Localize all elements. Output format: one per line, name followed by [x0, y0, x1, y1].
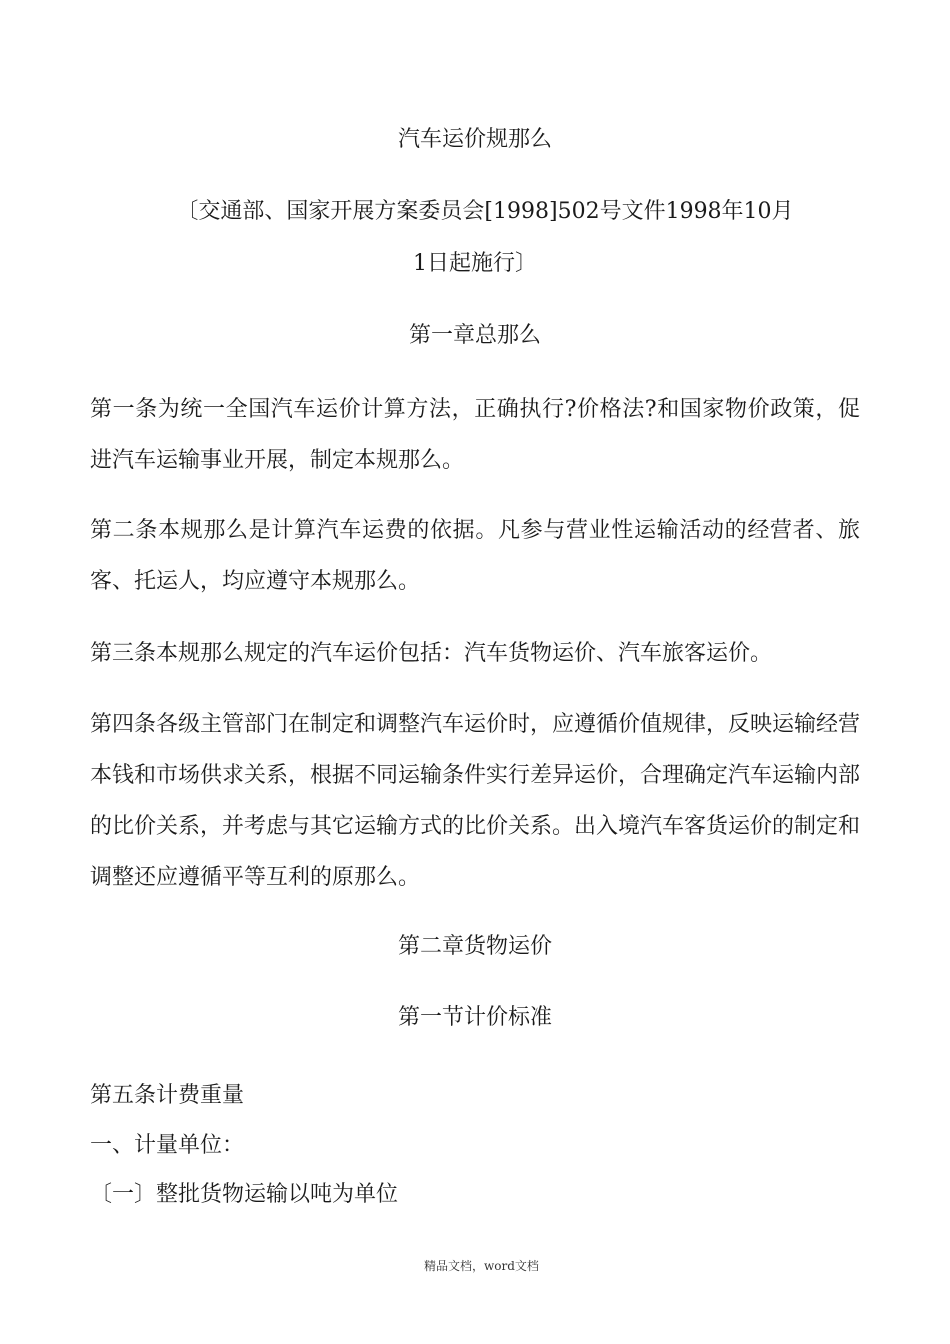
article-paragraph: 第二条本规那么是计算汽车运费的依据。凡参与营业性运输活动的经营者、旅客、托运人，均应遵守本规那么。: [90, 518, 860, 594]
list-item: 一、计量单位：: [90, 1133, 245, 1158]
page-footer: 精品文档，word文档: [424, 1259, 539, 1273]
article-heading: 第五条计费重量: [90, 1083, 245, 1108]
document-subtitle-line2: 1日起施行〕: [413, 251, 537, 276]
article-paragraph: 第四条各级主管部门在制定和调整汽车运价时，应遵循价值规律，反映运输经营本钱和市场供求关系，根据不同运输条件实行差异运价，合理确定汽车运输内部的比价关系，并考虑与其它运输方式的比价关系。出入境汽车客货运价的制定和调整还应遵循平等互利的原那么。: [90, 712, 861, 890]
document-subtitle-line1: 〔交通部、国家开展方案委员会[1998]502号文件1998年10月: [176, 199, 794, 224]
document-title: 汽车运价规那么: [397, 127, 552, 152]
list-item: 〔一〕整批货物运输以吨为单位: [90, 1182, 399, 1207]
article-paragraph: 第一条为统一全国汽车运价计算方法，正确执行?价格法?和国家物价政策，促进汽车运输事业开展，制定本规那么。: [90, 397, 860, 473]
chapter-heading: 第一章总那么: [408, 323, 541, 348]
chapter-heading: 第二章货物运价: [397, 934, 552, 959]
article-paragraph: 第三条本规那么规定的汽车运价包括：汽车货物运价、汽车旅客运价。: [90, 641, 773, 666]
section-heading: 第一节计价标准: [397, 1005, 552, 1030]
